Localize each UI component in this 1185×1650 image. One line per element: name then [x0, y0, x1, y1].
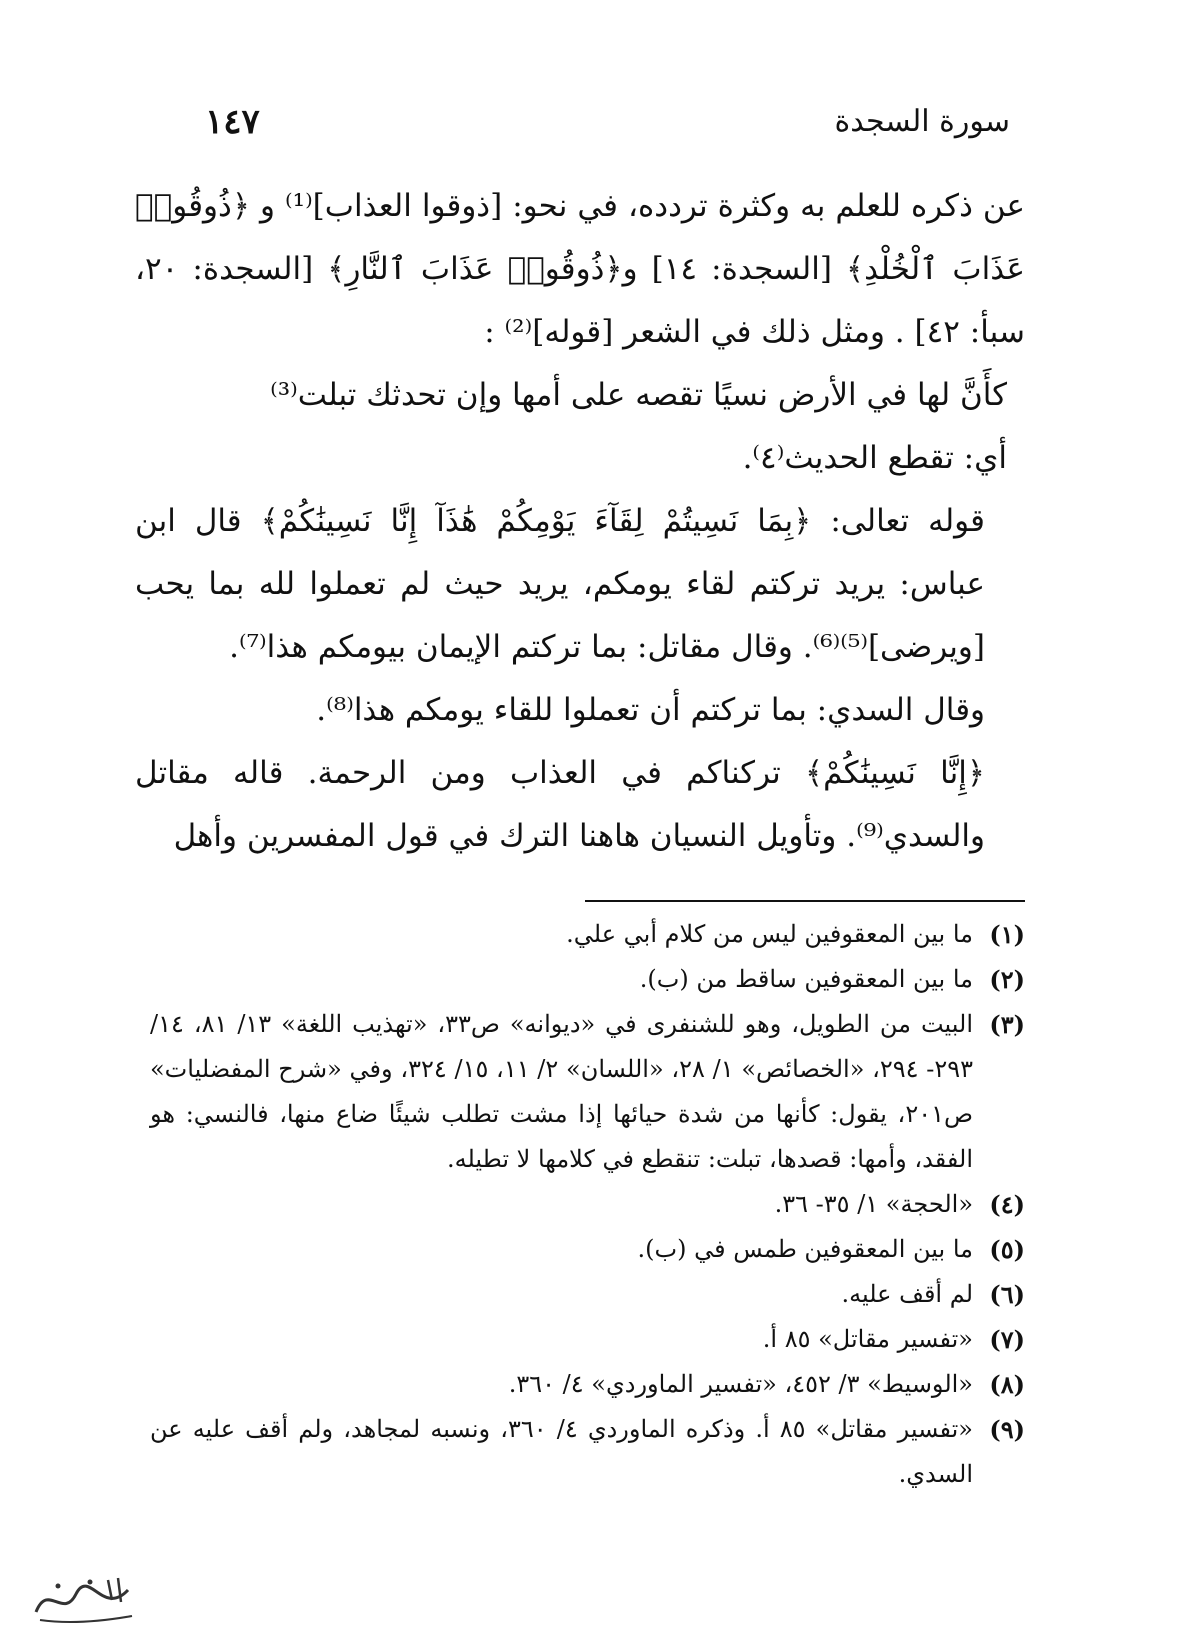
footnote-number: (٢) — [989, 965, 1025, 994]
page-header — [190, 92, 1010, 142]
paragraph-1: عن ذكره للعلم به وكثرة تردده، في نحو: [ذوقوا العذاب]⁽¹⁾ و ﴿ذُوقُوا۟ عَذَابَ ٱلْخُلْدِ﴾ [السجدة: ١٤] و﴿ذُوقُوا۟ عَذَابَ ٱلنَّارِ﴾ [السجدة: ٢٠، سبأ: ٤٢] . ومثل ذلك في الشعر [قوله]⁽²⁾ : — [135, 188, 1025, 350]
footnote-text: ما بين المعقوفين ساقط من (ب). — [639, 965, 973, 993]
footnote — [150, 1317, 1025, 1362]
footnote — [150, 957, 1025, 1002]
footnote-number: (٧) — [989, 1325, 1025, 1354]
footnote — [150, 912, 1025, 957]
footnote — [150, 1182, 1025, 1227]
footnote-text: «الحجة» ١/ ٣٥- ٣٦. — [774, 1190, 973, 1218]
footnote-text: «تفسير مقاتل» ٨٥ أ. وذكره الماوردي ٤/ ٣٦٠، ونسبه لمجاهد، ولم أقف عليه عن السدي. — [150, 1415, 973, 1488]
paragraph-3: قوله تعالى: ﴿بِمَا نَسِيتُمْ لِقَآءَ يَوْمِكُمْ هَٰذَآ إِنَّا نَسِينَٰكُمْ﴾ قال ابن عباس: يريد تركتم لقاء يومكم، يريد حيث لم تعملوا لله بما يحب [ويرضى]⁽⁵⁾⁽⁶⁾. وقال مقاتل: بما تركتم الإيمان بيومكم هذا⁽⁷⁾. — [135, 503, 985, 665]
footnote-text: البيت من الطويل، وهو للشنفرى في «ديوانه» ص٣٣، «تهذيب اللغة» ١٣/ ٨١، ١٤/ ٢٩٣- ٢٩٤، «الخصائص» ١/ ٢٨، «اللسان» ٢/ ١١، ١٥/ ٣٢٤، وفي «شرح المفضليات» ص٢٠١، يقول: كأنها من شدة حيائها إذا مشت تطلب شيئًا ضاع منها، فالنسي: هو الفقد، وأمها: قصدها، تبلت: تنقطع في كلامها لا تطيله. — [150, 1010, 974, 1173]
footnote — [150, 1227, 1025, 1272]
footnote-text: «تفسير مقاتل» ٨٥ أ. — [762, 1325, 973, 1353]
footnote — [150, 1272, 1025, 1317]
footnote — [150, 1407, 1025, 1497]
page-number: ١٤٧ — [205, 102, 260, 142]
footnote-number: (٤) — [989, 1190, 1025, 1219]
footnote-number: (٩) — [989, 1415, 1025, 1444]
footnote — [150, 1362, 1025, 1407]
footnotes — [150, 912, 1025, 1497]
footnote-number: (٣) — [989, 1010, 1025, 1039]
paragraph-5: ﴿إِنَّا نَسِينَٰكُمْ﴾ تركناكم في العذاب ومن الرحمة. قاله مقاتل والسدي⁽⁹⁾. وتأويل النسيان هاهنا الترك في قول المفسرين وأهل — [135, 755, 985, 854]
footnote-number: (٦) — [989, 1280, 1025, 1309]
almostafa-logo-icon — [28, 1572, 138, 1628]
footnote-number: (٨) — [989, 1370, 1025, 1399]
footnote-text: ما بين المعقوفين ليس من كلام أبي علي. — [566, 920, 973, 948]
poetry-verse: كأَنَّ لها في الأرض نسيًا تقصه على أمها وإن تحدثك تبلت⁽³⁾ — [270, 377, 1007, 413]
footnote-text: لم أقف عليه. — [841, 1280, 973, 1308]
footnote-text: «الوسيط» ٣/ ٤٥٢، «تفسير الماوردي» ٤/ ٣٦٠. — [508, 1370, 973, 1398]
surah-title: سورة السجدة — [834, 104, 1010, 139]
footnote — [150, 1002, 1025, 1182]
main-text — [135, 175, 1025, 868]
footnote-text: ما بين المعقوفين طمس في (ب). — [637, 1235, 973, 1263]
footnote-number: (١) — [989, 920, 1025, 949]
footnote-divider — [585, 900, 1025, 902]
paragraph-4: وقال السدي: بما تركتم أن تعملوا للقاء يومكم هذا⁽⁸⁾. — [316, 692, 985, 728]
footnote-number: (٥) — [989, 1235, 1025, 1264]
paragraph-2: أي: تقطع الحديث⁽٤⁾. — [742, 440, 1007, 476]
